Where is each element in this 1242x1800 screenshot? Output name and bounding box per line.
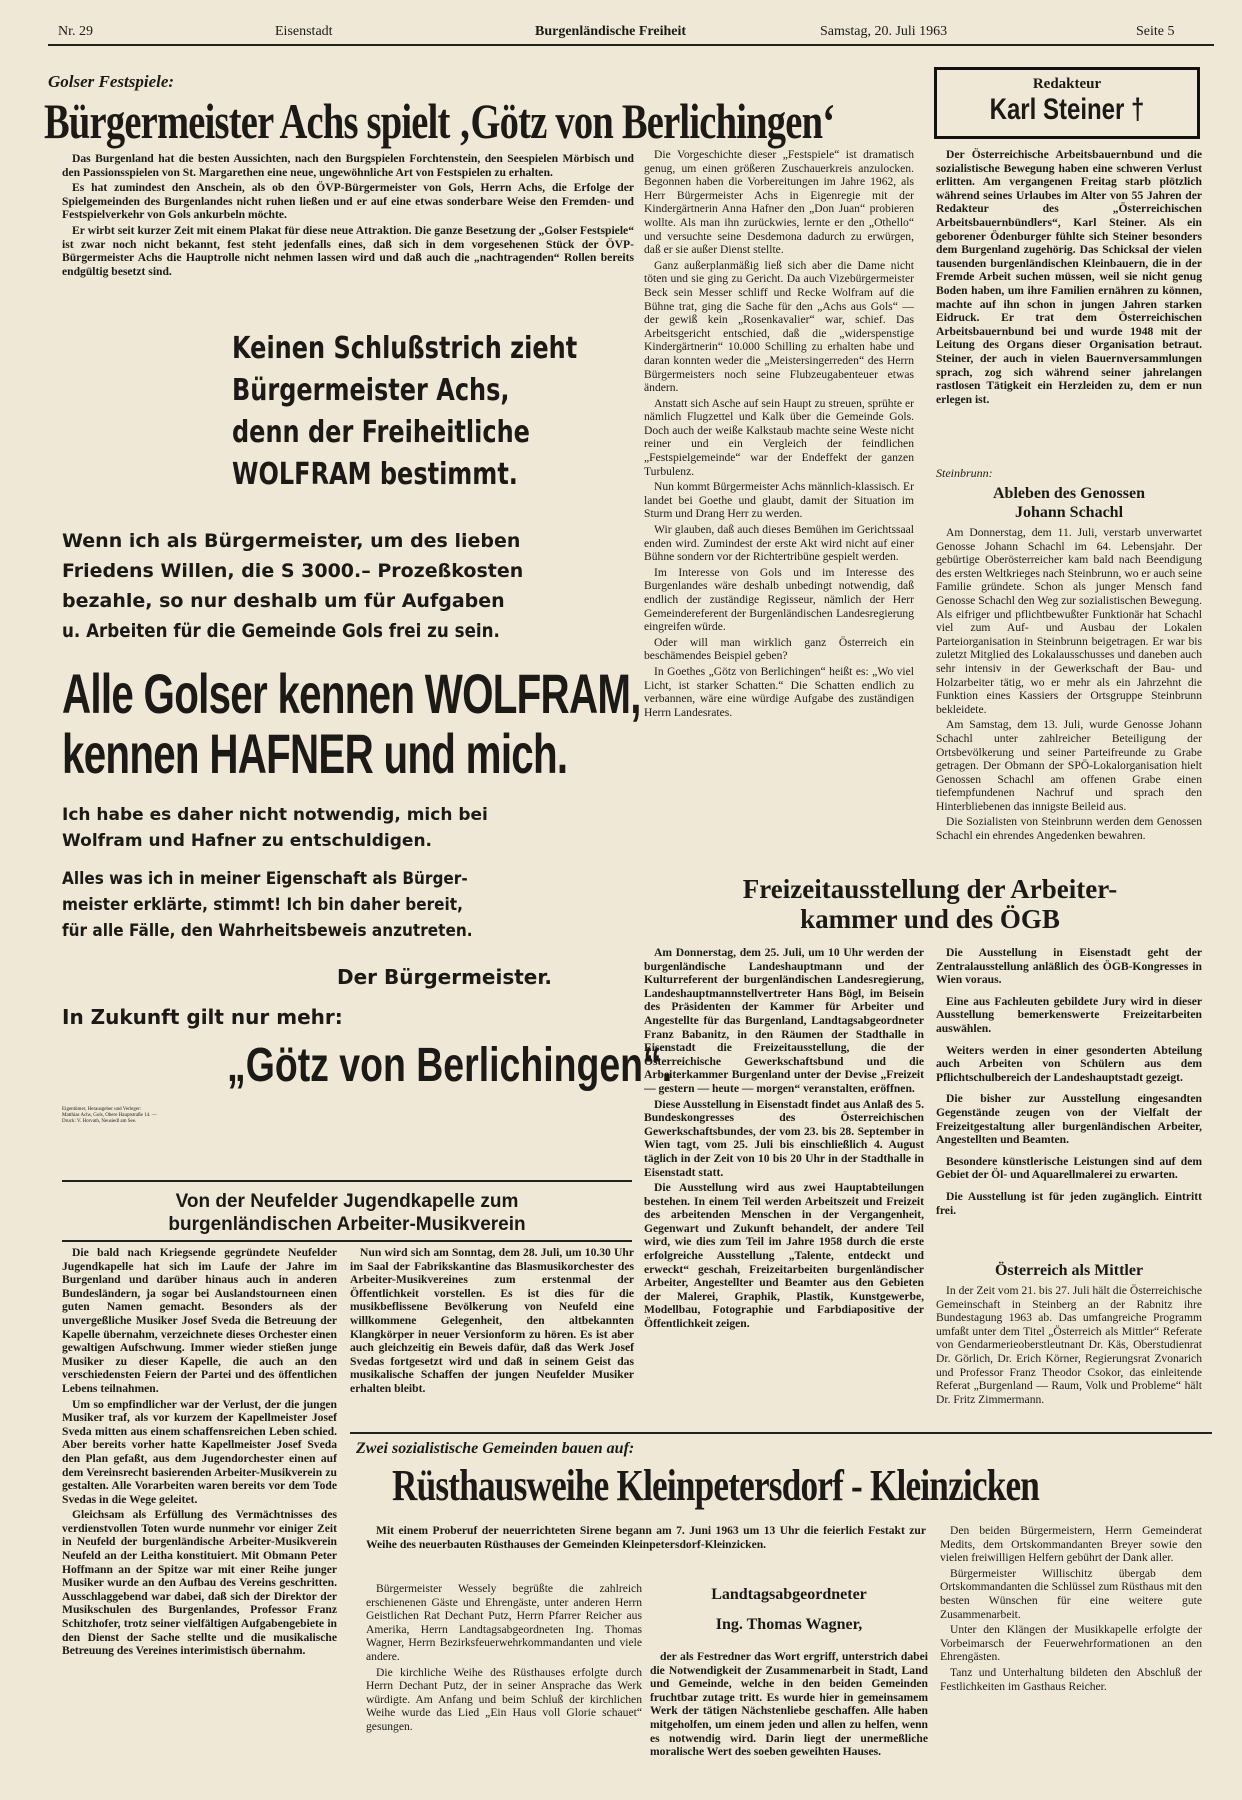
paragraph: Um so empfindlicher war der Verlust, der die jungen Musiker traf, als vor kurzem der Kapellmeister Josef Sveda mitten aus einem schaffensreichen Leben schied. Aber bereits vorher hatte Kapellmeister Josef Sveda den Plan gefaßt, aus dem Jugendorchester einen auf dem Vereinsrecht basierenden Arbeiter-Musikverein zu gestalten. Alle Vorarbeiten waren bereits vor dem Tode Svedas in die Wege geleitet. — [62, 1397, 337, 1506]
paragraph: Nun wird sich am Sonntag, dem 28. Juli, um 10.30 Uhr im Saal der Fabrikskantine das Blasmusikorchester des Arbeiter-Musikvereines zum erstenmal der Öffentlichkeit vorstellen. Es ist dies für die musikbeflissene Bevölkerung von Neufeld eine willkommene Gelegenheit, den altbekannten Klangkörper in neuer Versionform zu hören. Es ist aber auch gleichzeitig ein Beweis dafür, daß das Werk Josef Svedas fortgesetzt wird und daß in seinem Geist das musikalische Schaffen der jungen Neufelder Musiker erhalten bleibt. — [350, 1246, 634, 1395]
paragraph: Im Interesse von Gols und im Interesse des Burgenlandes wäre deshalb unbedingt notwendig, daß endlich der zuständige Regisseur, nämlich der Herr Gemeindereferent der Burgenländischen Landesregierung eingreifen würde. — [644, 565, 914, 634]
ruesthaus-top-rule — [350, 1432, 1212, 1434]
paragraph: Anstatt sich Asche auf sein Haupt zu streuen, sprühte er nämlich Flugzettel und Kalk über die Gemeinde Gols. Doch auch der weiße Kalkstaub machte seine Weste nicht reiner und ein Vergleich der feindlichen „Festspielgemeinde“ war der Endeffekt der ganzen Turbulenz. — [644, 396, 914, 478]
obituary-text — [936, 148, 1202, 408]
poster — [62, 328, 673, 1158]
paragraph: Bürgermeister Willischitz übergab dem Ortskommandanten die Schlüssel zum Rüsthaus mit den besten Wünschen für eine weitere gute Zusammenarbeit. — [940, 1566, 1202, 1621]
main-column-2 — [644, 148, 914, 721]
header-rule — [48, 44, 1214, 46]
title-line: Ing. Thomas Wagner, — [715, 1616, 863, 1633]
ruesthaus-column-1 — [366, 1582, 642, 1736]
paragraph: Gleichsam als Erfüllung des Vermächtnisses des verdienstvollen Toten wurde nunmehr vor einiger Zeit in Neufeld der burgenländische Arbeiter-Musikverein Neufeld an der Leitha konstituiert. Mit Obmann Peter Hoffmann an der Spitze war mit einer Reihe junger Musiker wurde an den Aufbau des Vereins geschritten. Ausschlaggebend war dabei, daß sich der Direktor der Musikschulen des Burgenlandes, Professor Franz Schitzhofer, trotz seiner vielfältigen Aufgabengebiete in den Dienst der Sache stellte und die musikalische Betreuung des Vereines interimistisch übernahm. — [62, 1508, 337, 1658]
main-headline: Bürgermeister Achs spielt ‚Götz von Berlichingen‘ — [44, 93, 835, 149]
poster-line: Keinen Schlußstrich zieht — [232, 331, 578, 366]
paragraph: Die bald nach Kriegsende gegründete Neufelder Jugendkapelle hat sich im Laufe der Jahre im Burgenland und darüber hinaus auch in anderen Bundesländern, ja sogar bei Auslandstourneen einen guten Namen gemacht. Besonders als der unvergeßliche Musiker Josef Sveda die Betreuung der Kapelle übernahm, verzeichnete dieses Orchester einen gewaltigen Aufschwung. Immer wieder stießen junge Musiker zu dieser Kapelle, die auch an den verschiedensten Feiern der Partei und des öffentlichen Lebens teilnahmen. — [62, 1246, 337, 1395]
paragraph: Die Vorgeschichte dieser „Festspiele“ ist dramatisch genug, um einen größeren Zuschauerkreis anzulocken. Begonnen haben die Vorbereitungen im Jahre 1962, als Herr Bürgermeister Achs in Eigenregie mit der Kindergärtnerin Anna Hafner den „Don Juan“ probieren wollte. Als man ihn zurückwies, lernte er den „Othello“ und versuchte seine Desdemona dadurch zu erwürgen, daß er sie außer Dienst stellte. — [644, 148, 914, 257]
lead-paragraph: Das Burgenland hat die besten Aussichten, nach den Burgspielen Forchtenstein, den Seespielen Mörbisch und den Passionsspielen von St. Margarethen eine neue, ungewöhnliche Art von Festspielen zu erhalten. — [62, 152, 634, 179]
title-line: kammer und des ÖGB — [800, 904, 1060, 934]
ruesthaus-midtitle — [650, 1580, 928, 1640]
main-lead — [62, 152, 634, 280]
paragraph: Die bisher zur Ausstellung eingesandten Gegenstände zeugen von der Vielfalt der Freizeitgestaltung aller burgenländischen Arbeiter, Angestellten und Beamten. — [936, 1092, 1202, 1147]
poster-text: In Zukunft gilt nur mehr: — [62, 1005, 343, 1029]
poster-line: Bürgermeister Achs, — [232, 373, 510, 408]
paragraph: Eine aus Fachleuten gebildete Jury wird in dieser Ausstellung bemerkenswerte Freizeitarbeiten auswählen. — [936, 994, 1202, 1035]
ruesthaus-headline: Rüsthausweihe Kleinpetersdorf - Kleinzicken — [392, 1461, 1040, 1510]
paper-name: Burgenländische Freiheit — [535, 24, 687, 39]
poster-line: denn der Freiheitliche — [232, 415, 530, 450]
poster-line: WOLFRAM bestimmt. — [232, 457, 518, 492]
paragraph: Die Ausstellung in Eisenstadt geht der Zentralausstellung anläßlich des ÖGB-Kongresses in Wien voraus. — [936, 946, 1202, 987]
paragraph: Besondere künstlerische Leistungen sind auf dem Gebiet der Öl- und Aquarellmalerei zu erwarten. — [936, 1154, 1202, 1182]
ruesthaus-lead — [366, 1524, 926, 1553]
paragraph: In der Zeit vom 21. bis 27. Juli hält die Österreichische Gemeinschaft in Steinberg an der Rabnitz ihre Bundestagung 1963 ab. Das umfangreiche Programm umfaßt unter dem Titel „Österreich als Mittler“ Referate von Gendarmerieoberstleutnant Dr. Käs, Oberstudienrat Dr. Görlich, Dr. Erich Körner, Regierungsrat Zvonarich und Professor Franz Theodor Csokor, das einleitende Referat „Burgenland — Raum, Volk und Probleme“ hält Dr. Fritz Zimmermann. — [936, 1284, 1202, 1406]
poster-text: u. Arbeiten für die Gemeinde Gols frei zu sein. — [62, 620, 500, 642]
obituary-box — [934, 67, 1200, 139]
poster-text: Alles was ich in meiner Eigenschaft als Bürger- — [62, 869, 468, 889]
paragraph: Tanz und Unterhaltung bildeten den Abschluß der Festlichkeiten im Gasthaus Reicher. — [940, 1665, 1202, 1693]
poster-text: meister erklärte, stimmt! Ich bin daher bereit, — [62, 895, 463, 915]
paragraph: Die Ausstellung ist für jeden zugänglich. Eintritt frei. — [936, 1189, 1202, 1217]
paragraph: Die Sozialisten von Steinbrunn werden dem Genossen Schachl ein ehrendes Angedenken bewahren. — [936, 815, 1202, 843]
paragraph: Nun kommt Bürgermeister Achs männlich-klassisch. Er landet bei Goethe und glaubt, damit der Situation im Sturm und Drang Herr zu werden. — [644, 480, 914, 521]
obituary-label: Redakteur — [1032, 76, 1102, 92]
ruesthaus-column-3 — [940, 1524, 1202, 1695]
steinbrunn-place: Steinbrunn: — [936, 466, 993, 480]
jugend-column-2 — [350, 1246, 634, 1398]
paragraph: Oder will man wirklich ganz Österreich ein beschämendes Beispiel geben? — [644, 635, 914, 663]
obituary-name: Karl Steiner † — [989, 93, 1145, 126]
poster-big-line: kennen HAFNER und mich. — [62, 722, 568, 785]
ruesthaus-kicker: Zwei sozialistische Gemeinden bauen auf: — [356, 1440, 635, 1457]
title-line: Freizeitausstellung der Arbeiter- — [742, 874, 1118, 904]
mittler-text — [936, 1284, 1202, 1408]
paragraph: der als Festredner das Wort ergriff, unterstrich dabei die Notwendigkeit der Zusammenarbeit in Stadt, Land und Gemeinde, welche in den beiden Gemeinden fruchtbar zutage tritt. Es wurde hier in gemeinsamem Werk der tätigen Nächstenliebe geschaffen. Alle haben mitgeholfen, um einem jeden und allen zu helfen, wenn es notwendig wird. Darin liegt der unermeßliche moralische Wert des soeben geweihten Hauses. — [650, 1650, 928, 1759]
jugend-bottom-rule — [62, 1240, 632, 1242]
steinbrunn-title — [936, 484, 1202, 522]
page-number: Seite 5 — [1136, 24, 1175, 39]
freizeit-title — [650, 874, 1210, 934]
poster-signature: Der Bürgermeister. — [337, 965, 552, 989]
paragraph: Mit einem Proberuf der neuerrichteten Sirene begann am 7. Juni 1963 um 13 Uhr die feierlich Festakt zur Weihe des neuerbauten Rüsthauses der Gemeinden Kleinpetersdorf-Kleinzicken. — [366, 1524, 926, 1551]
title-line: Von der Neufelder Jugendkapelle zum — [175, 1191, 519, 1212]
title-line: Landtagsabgeordneter — [711, 1586, 867, 1603]
title-line: Johann Schachl — [1014, 504, 1124, 521]
paragraph: Die Ausstellung wird aus zwei Hauptabteilungen bestehen. In einem Teil werden Arbeitszeit und Freizeit des arbeitenden Menschen in der Vergangenheit, Gegenwart und Zukunft behandelt, der andere Teil wird, wie dies zum Teil im Jahre 1958 durch die erste erfolgreiche Ausstellung „Talente, entdeckt und erweckt“ geschah, Freizeitarbeiten burgenländischer Arbeiter, Angestellter und Beamter aus den Gebieten der Malerei, Graphik, Plastik, Kunstgewerbe, Modellbau, Fotographie und Farbdiapositive der Öffentlichkeit zeigen. — [644, 1181, 924, 1331]
paragraph: Unter den Klängen der Musikkapelle erfolgte der Vorbeimarsch der Feuerwehrformationen an den Ehrengästen. — [940, 1623, 1202, 1664]
paragraph: Am Donnerstag, dem 11. Juli, verstarb unverwartet Genosse Johann Schachl im 64. Lebensjahr. Der gebürtige Oberösterreicher kam bald nach Beendigung des ersten Weltkrieges nach Steinbrunn, wo er auch seine Familie gründete. Schon als junger Mensch fand Genosse Schachl den Weg zur sozialistischen Bewegung. Als eifriger und pflichtbewußter Funktionär hat Schachl viel zum Auf- und Ausbau der Lokalen Parteiorganisation in Steinbrunn beigetragen. Er war bis zuletzt Mitglied des Lokalausschusses und daneben auch sehr intensiv in der Gewerkschaft der Bau- und Holzarbeiter tätig, wo er mehr als ein Jahrzehnt die Funktion eines Kassiers der Ortsgruppe Steinbrunn bekleidete. — [936, 526, 1202, 716]
issue-date: Samstag, 20. Juli 1963 — [820, 24, 948, 39]
poster-text: Wenn ich als Bürgermeister, um des lieben — [62, 530, 521, 552]
lead-paragraph: Er wirbt seit kurzer Zeit mit einem Plakat für diese neue Attraktion. Die ganze Besetzung der „Golser Festspiele“ ist zwar noch nicht bekannt, fest steht jedenfalls eines, daß sich in dem vorgesehenen Stück der ÖVP-Bürgermeister Achs die Hauptrolle nicht nehmen lassen wird und daß auch die „nachtragenden“ Rollen bereits endgültig besetzt sind. — [62, 223, 634, 278]
paragraph: Weiters werden in einer gesonderten Abteilung auch Arbeiten von Schülern aus dem Pflichtschulbereich der Landeshauptstadt gezeigt. — [936, 1043, 1202, 1084]
main-kicker: Golser Festspiele: — [48, 72, 175, 91]
paragraph: Ganz außerplanmäßig ließ sich aber die Dame nicht töten und sie ging zu Gericht. Da auch Vizebürgermeister Beck sein Messer schliff und Recke Wolfram auf die Bühne trat, ging die Sache für den „Achs aus Gols“ — der gewiß kein „Rosenkavalier“ war, schief. Das Arbeitsgericht entschied, daß die „widerspenstige Kindergärtnerin“ 10.000 Schilling zu erhalten habe und daran konnten weder die „Meistersingerreden“ des Herrn Bürgermeisters noch seine Flubzeugabenteuer etwas ändern. — [644, 258, 914, 395]
poster-text: Ich habe es daher nicht notwendig, mich bei — [62, 805, 488, 825]
paragraph: Wir glauben, daß auch dieses Bemühen im Gerichtssaal enden wird. Zumindest der erste Akt wird nicht auf einer Bühne sondern vor der Richtertribüne gespielt werden. — [644, 523, 914, 564]
paragraph: Diese Ausstellung in Eisenstadt findet aus Anlaß des 5. Bundeskongresses des Österreichischen Gewerkschaftsbundes, der vom 23. bis 28. September in Wien tagt, vom 25. Juli bis einschließlich 4. August täglich in der Zeit von 10 bis 20 Uhr in der Stadthalle in Eisenstadt statt. — [644, 1097, 924, 1179]
steinbrunn-text — [936, 526, 1202, 845]
poster-text: Friedens Willen, die S 3000.– Prozeßkosten — [62, 560, 524, 582]
paragraph: Die kirchliche Weihe des Rüsthauses erfolgte durch Herrn Dechant Putz, der in seiner Ansprache das Werk würdigte. Am Anfang und beim Schluß der kirchlichen Weihe wurde das Lied „Ein Haus voll Glorie schauet“ gesungen. — [366, 1665, 642, 1733]
paragraph: Den beiden Bürgermeistern, Herrn Gemeinderat Medits, dem Ortskommandanten Breyer sowie den vielen freiwilligen Helfern gebührt der Dank aller. — [940, 1524, 1202, 1565]
poster-big-line: Alle Golser kennen WOLFRAM, — [62, 662, 641, 725]
lead-paragraph: Es hat zumindest den Anschein, als ob den ÖVP-Bürgermeister von Gols, Herrn Achs, die Erfolge der Spielgemeinden des Burgenlandes nicht ruhen ließen und er auf eine etwas sonderbare Weise den Fremden- und Festspielverkehr von Gols ankurbeln möchte. — [62, 181, 634, 222]
paragraph: In Goethes „Götz von Berlichingen“ heißt es: „Wo viel Licht, ist starker Schatten.“ Die Schatten endlich zu verbannen, wäre eine würdige Aufgabe des zuständigen Herrn Landesrates. — [644, 664, 914, 719]
ruesthaus-column-2 — [650, 1650, 928, 1761]
issue-number: Nr. 29 — [58, 24, 93, 39]
poster-imprint: Eigentümer, Herausgeber und Verleger: Matthias Achs, Gols, Obere Hauptstraße 14. — Druck: V. Horvath, Neusiedl am See. — [62, 1107, 157, 1124]
paragraph: Der Österreichische Arbeitsbauernbund und die sozialistische Bewegung haben eine schweren Verlust erlitten. Am vergangenen Freitag starb plötzlich während seines Urlaubes im Alter von 55 Jahren der Redakteur des „Österreichischen Arbeitsbauernbündlers“, Karl Steiner. Als ein geborener Ödenburger fühlte sich Steiner besonders dem Burgenland zugehörig. Das Schicksal der vielen tausenden burgenländischen Kleinbauern, die in der Fremde Arbeit suchen müssen, weil sie nicht genug Boden haben, um ihre Familien ernähren zu können, machte auf ihn schon in jungen Jahren starken Eidruck. Er trat dem Österreichischen Arbeitsbauernbund bei und wurde 1948 mit der Leitung des Organs dieser Organisation betraut. Steiner, der auch in vielen Bauernversammlungen sprach, zog sich während seiner jahrelangen rastlosen Tätigkeit ein Herzleiden zu, dem er nun erlegen ist. — [936, 148, 1202, 406]
title-line: burgenländischen Arbeiter-Musikverein — [168, 1214, 526, 1235]
jugend-column-1 — [62, 1246, 337, 1660]
paragraph: Bürgermeister Wessely begrüßte die zahlreich erschienenen Gäste und Ehrengäste, unter anderen Herrn Geistlichen Rat Dechant Putz, Herrn Pfarrer Reicher aus Amerika, Herrn Landtagsabgeordneten Ing. Thomas Wagner, Herrn Bezirksfeuerwehrkommandanten und viele andere. — [366, 1582, 642, 1663]
paragraph: Am Donnerstag, dem 25. Juli, um 10 Uhr werden der burgenländische Landeshauptmann und der Kulturreferent der burgenländischen Landesregierung, Landeshauptmannstellvertreter Hans Bögl, im Beisein des Präsidenten der Kammer für Arbeiter und Angestellte für das Burgenland, Landtagsabgeordneter Franz Babanitz, in den Räumen der Stadthalle in Eisenstadt die Freizeitausstellung, die der Österreichische Gewerkschaftsbund und die Arbeiterkammer Burgenland unter der Devise „Freizeit — gestern — heute — morgen“ veranstalten, eröffnen. — [644, 946, 924, 1095]
paragraph: Am Samstag, dem 13. Juli, wurde Genosse Johann Schachl unter zahlreicher Beteiligung der Ortsbevölkerung und seiner Parteifreunde zu Grabe getragen. Der Obmann der SPÖ-Lokalorganisation hielt Genossen Schachl am offenen Grabe einen tiefempfundenen Nachruf und sprach den Hinterbliebenen das innigste Beileid aus. — [936, 718, 1202, 813]
mittler-title: Österreich als Mittler — [994, 1262, 1144, 1279]
title-line: Ableben des Genossen — [992, 485, 1146, 502]
freizeit-column-2 — [936, 946, 1202, 1219]
freizeit-column-1 — [644, 946, 924, 1333]
place-name: Eisenstadt — [275, 24, 333, 39]
jugend-title — [62, 1190, 632, 1236]
poster-goetz: „Götz von Berlichingen“. — [227, 1039, 673, 1092]
poster-text: Wolfram und Hafner zu entschuldigen. — [62, 831, 433, 851]
poster-text: für alle Fälle, den Wahrheitsbeweis anzutreten. — [62, 921, 473, 941]
poster-text: bezahle, so nur deshalb um für Aufgaben — [62, 590, 505, 612]
jugend-top-rule — [62, 1180, 632, 1182]
